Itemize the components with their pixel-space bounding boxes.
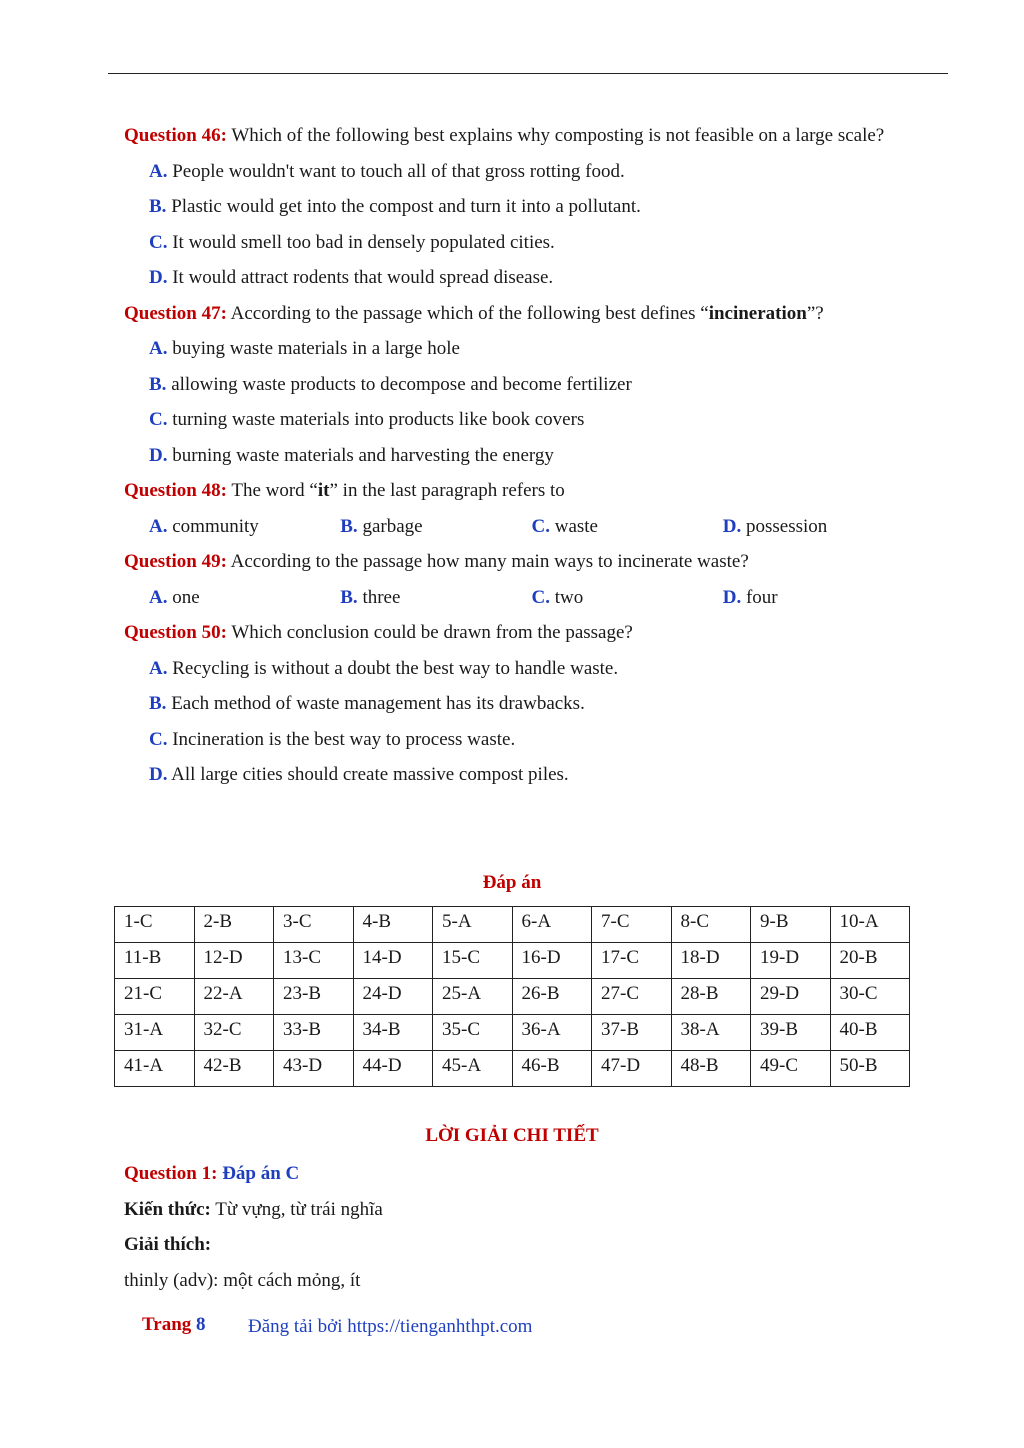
option-c: [532, 509, 723, 545]
option-c: [532, 580, 723, 616]
answer-key-title: Đáp án: [482, 872, 542, 893]
question-label: Question 50:: [124, 622, 227, 643]
option-b: [124, 686, 914, 722]
option-letter: C.: [149, 409, 168, 430]
page-footer: [142, 1314, 533, 1337]
question-text: The word “: [226, 480, 318, 501]
option-text: It would smell too bad in densely populated cities.: [167, 231, 555, 253]
option-b: [124, 189, 914, 225]
answer-cell: 2-B: [194, 907, 274, 943]
answer-cell: 42-B: [194, 1051, 274, 1087]
knowledge-label: Kiến thức:: [124, 1198, 211, 1220]
answer-cell: 12-D: [194, 943, 274, 979]
question-47: [124, 296, 914, 332]
answer-cell: 28-B: [671, 979, 751, 1015]
answer-cell: 44-D: [353, 1051, 433, 1087]
answer-key-table: [114, 906, 910, 1087]
answer-cell: 8-C: [671, 907, 751, 943]
answer-cell: 41-A: [115, 1051, 195, 1087]
question-50: [124, 615, 914, 651]
answer-cell: 16-D: [512, 943, 592, 979]
knowledge-text: Từ vựng, từ trái nghĩa: [210, 1198, 383, 1220]
option-letter: A.: [149, 657, 168, 679]
answer-cell: 1-C: [115, 907, 195, 943]
question-text: Which of the following best explains why composting is not feasible on a large scale?: [226, 125, 885, 146]
option-letter: C.: [531, 586, 550, 608]
answer-cell: 14-D: [353, 943, 433, 979]
question-label: Question 1:: [124, 1163, 218, 1184]
answer-cell: 45-A: [433, 1051, 513, 1087]
option-a: [124, 331, 914, 367]
answer-cell: 36-A: [512, 1015, 592, 1051]
option-c: [124, 402, 914, 438]
page-number: 8: [196, 1314, 206, 1335]
question-text-end: ”?: [806, 302, 824, 324]
explain-label: Giải thích:: [124, 1234, 212, 1255]
detailed-solution-title: LỜI GIẢI CHI TIẾT: [425, 1125, 599, 1146]
question-label: Question 49:: [124, 551, 227, 572]
option-text: Each method of waste management has its drawbacks.: [166, 693, 585, 714]
option-letter: D.: [149, 764, 168, 785]
question-text: According to the passage which of the following best defines “: [226, 302, 709, 324]
option-d: [723, 509, 914, 545]
options-row: [124, 580, 914, 616]
question-keyword: incineration: [708, 302, 807, 324]
option-text: possession: [741, 515, 828, 537]
question-text-end: ” in the last paragraph refers to: [329, 480, 565, 501]
answer-cell: 46-B: [512, 1051, 592, 1087]
option-text: All large cities should create massive compost piles.: [167, 764, 569, 785]
answer-cell: 24-D: [353, 979, 433, 1015]
table-row: [115, 943, 910, 979]
answer-cell: 38-A: [671, 1015, 751, 1051]
table-row: [115, 1051, 910, 1087]
answer-cell: 21-C: [115, 979, 195, 1015]
answer-cell: 17-C: [592, 943, 672, 979]
page-label: Trang: [142, 1314, 192, 1335]
option-letter: A.: [149, 515, 168, 537]
option-letter: B.: [149, 196, 167, 217]
answer-cell: 34-B: [353, 1015, 433, 1051]
answer-cell: 9-B: [751, 907, 831, 943]
answer-cell: 3-C: [274, 907, 354, 943]
option-letter: C.: [149, 728, 168, 750]
answer-label: Đáp án C: [222, 1163, 300, 1184]
header-rule: [108, 73, 948, 74]
option-d: [124, 438, 914, 474]
option-text: four: [741, 586, 778, 608]
option-letter: B.: [149, 373, 167, 395]
option-c: [124, 225, 914, 261]
option-text: Recycling is without a doubt the best way to handle waste.: [167, 657, 619, 679]
explanation-question: [124, 1156, 914, 1192]
option-text: People wouldn't want to touch all of that gross rotting food.: [167, 160, 625, 182]
explain-text: thinly (adv): một cách mỏng, ít: [124, 1269, 361, 1291]
option-text: buying waste materials in a large hole: [167, 338, 460, 359]
question-label: Question 46:: [124, 125, 227, 146]
answer-cell: 19-D: [751, 943, 831, 979]
option-letter: A.: [149, 338, 168, 359]
question-text: Which conclusion could be drawn from the passage?: [226, 622, 633, 643]
answer-cell: 32-C: [194, 1015, 274, 1051]
option-d: [124, 260, 914, 296]
answer-cell: 15-C: [433, 943, 513, 979]
option-letter: D.: [149, 444, 168, 466]
answer-cell: 10-A: [830, 907, 910, 943]
option-text: three: [357, 586, 401, 608]
option-d: [124, 757, 914, 793]
answer-cell: 13-C: [274, 943, 354, 979]
table-row: [115, 979, 910, 1015]
option-letter: A.: [149, 160, 168, 182]
table-row: [115, 907, 910, 943]
explain-heading: [124, 1227, 914, 1263]
answer-cell: 23-B: [274, 979, 354, 1015]
answer-cell: 18-D: [671, 943, 751, 979]
option-text: allowing waste products to decompose and become fertilizer: [166, 373, 632, 395]
answer-cell: 31-A: [115, 1015, 195, 1051]
answer-cell: 43-D: [274, 1051, 354, 1087]
answer-cell: 20-B: [830, 943, 910, 979]
option-letter: D.: [149, 267, 168, 288]
option-a: [149, 509, 340, 545]
option-c: [124, 722, 914, 758]
option-text: community: [167, 515, 259, 537]
answer-cell: 33-B: [274, 1015, 354, 1051]
option-text: garbage: [357, 515, 423, 537]
answer-cell: 6-A: [512, 907, 592, 943]
option-letter: A.: [149, 586, 168, 608]
option-text: Incineration is the best way to process waste.: [167, 728, 516, 750]
option-text: one: [167, 586, 200, 608]
option-a: [124, 154, 914, 190]
answer-cell: 11-B: [115, 943, 195, 979]
option-b: [340, 509, 531, 545]
answer-cell: 27-C: [592, 979, 672, 1015]
table-row: [115, 1015, 910, 1051]
answer-cell: 30-C: [830, 979, 910, 1015]
explanation-section: [124, 1156, 914, 1298]
answer-cell: 22-A: [194, 979, 274, 1015]
answer-cell: 47-D: [592, 1051, 672, 1087]
answer-cell: 5-A: [433, 907, 513, 943]
option-letter: C.: [531, 515, 550, 537]
question-label: Question 48:: [124, 480, 227, 501]
option-text: It would attract rodents that would spread disease.: [167, 267, 554, 288]
answer-cell: 48-B: [671, 1051, 751, 1087]
option-letter: C.: [149, 231, 168, 253]
questions-section: [124, 118, 914, 793]
question-text: According to the passage how many main ways to incinerate waste?: [226, 551, 749, 572]
knowledge-line: [124, 1192, 914, 1228]
question-46: [124, 118, 914, 154]
answer-cell: 29-D: [751, 979, 831, 1015]
answer-cell: 39-B: [751, 1015, 831, 1051]
option-b: [124, 367, 914, 403]
answer-cell: 4-B: [353, 907, 433, 943]
option-letter: D.: [722, 586, 742, 608]
option-text: turning waste materials into products like book covers: [167, 409, 585, 430]
option-letter: B.: [149, 693, 167, 714]
answer-cell: 37-B: [592, 1015, 672, 1051]
answer-cell: 26-B: [512, 979, 592, 1015]
option-text: burning waste materials and harvesting the energy: [167, 444, 554, 466]
upload-credit: Đăng tải bởi https://tienganhthpt.com: [248, 1316, 533, 1337]
answer-cell: 49-C: [751, 1051, 831, 1087]
answer-cell: 35-C: [433, 1015, 513, 1051]
option-text: Plastic would get into the compost and turn it into a pollutant.: [166, 196, 641, 217]
option-d: [723, 580, 914, 616]
answer-cell: 40-B: [830, 1015, 910, 1051]
answer-cell: 50-B: [830, 1051, 910, 1087]
option-text: two: [549, 586, 584, 608]
answer-cell: 25-A: [433, 979, 513, 1015]
option-a: [124, 651, 914, 687]
option-letter: B.: [340, 586, 358, 608]
question-keyword: it: [317, 480, 330, 501]
option-letter: D.: [722, 515, 742, 537]
option-b: [340, 580, 531, 616]
question-49: [124, 544, 914, 580]
option-text: waste: [549, 515, 598, 537]
question-48: [124, 473, 914, 509]
options-row: [124, 509, 914, 545]
option-a: [149, 580, 340, 616]
option-letter: B.: [340, 515, 358, 537]
question-label: Question 47:: [124, 302, 227, 324]
answer-cell: 7-C: [592, 907, 672, 943]
